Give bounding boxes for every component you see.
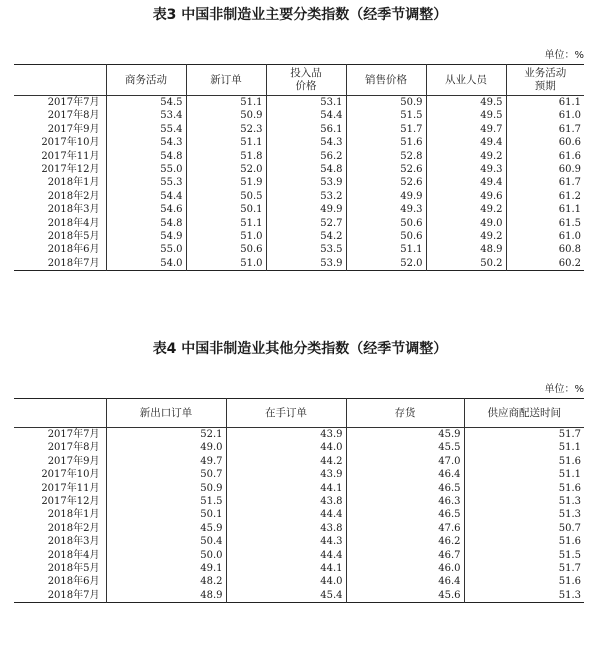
table-cell: 51.1 <box>464 468 584 481</box>
table-row <box>14 230 584 243</box>
table-cell: 54.5 <box>106 96 186 110</box>
table-row <box>14 468 584 481</box>
table-cell: 53.4 <box>106 109 186 122</box>
table4-body <box>14 428 584 603</box>
row-month-label: 2018年5月 <box>47 231 100 243</box>
row-month-label: 2017年10月 <box>41 137 100 149</box>
table-cell: 51.1 <box>186 96 266 110</box>
table-cell: 52.1 <box>106 428 226 442</box>
table-cell: 49.1 <box>106 562 226 575</box>
table-cell: 49.0 <box>106 441 226 454</box>
table-cell: 61.6 <box>506 150 584 163</box>
table-cell: 44.3 <box>226 535 346 548</box>
table-cell: 54.8 <box>106 150 186 163</box>
table-cell: 50.4 <box>106 535 226 548</box>
table-cell: 51.1 <box>346 243 426 256</box>
table-cell: 49.7 <box>426 123 506 136</box>
row-month-label: 2018年4月 <box>47 549 100 561</box>
table-cell: 55.3 <box>106 176 186 189</box>
table-row <box>14 150 584 163</box>
table-cell: 61.7 <box>506 176 584 189</box>
table-cell: 46.4 <box>346 575 464 588</box>
table-cell: 52.6 <box>346 163 426 176</box>
table4-col-header: 存货 <box>346 399 464 428</box>
table-cell: 51.7 <box>346 123 426 136</box>
table-row <box>14 535 584 548</box>
table-row <box>14 549 584 562</box>
table-cell: 46.3 <box>346 495 464 508</box>
row-month-label: 2017年9月 <box>47 455 100 467</box>
table-cell: 46.7 <box>346 549 464 562</box>
table-cell: 51.9 <box>186 176 266 189</box>
row-month-label: 2017年9月 <box>47 123 100 135</box>
table-row <box>14 123 584 136</box>
row-month-label: 2018年4月 <box>47 217 100 229</box>
table-row <box>14 508 584 521</box>
table-cell: 53.9 <box>266 257 346 271</box>
table-cell: 50.6 <box>186 243 266 256</box>
table4-col-header: 新出口订单 <box>106 399 226 428</box>
table-cell: 51.1 <box>464 441 584 454</box>
table-cell: 61.1 <box>506 203 584 216</box>
row-month-label: 2017年11月 <box>41 482 100 494</box>
table-cell: 43.8 <box>226 495 346 508</box>
table-cell: 43.9 <box>226 468 346 481</box>
table4-header <box>14 399 584 428</box>
table-cell: 50.9 <box>186 109 266 122</box>
table-cell: 49.9 <box>346 190 426 203</box>
table-cell: 49.2 <box>426 230 506 243</box>
table-cell: 50.6 <box>346 217 426 230</box>
table-cell: 60.2 <box>506 257 584 271</box>
table-cell: 54.4 <box>106 190 186 203</box>
table-cell: 54.3 <box>266 136 346 149</box>
table3-col-header: 商务活动 <box>106 65 186 96</box>
table-cell: 54.2 <box>266 230 346 243</box>
table-cell: 51.3 <box>464 589 584 603</box>
table-cell: 44.0 <box>226 441 346 454</box>
table3-col-header <box>14 65 106 96</box>
table-cell: 50.5 <box>186 190 266 203</box>
row-month-label: 2017年8月 <box>47 442 100 454</box>
table-cell: 47.6 <box>346 522 464 535</box>
table-cell: 48.2 <box>106 575 226 588</box>
table-cell: 61.1 <box>506 96 584 110</box>
table-cell: 54.0 <box>106 257 186 271</box>
table-cell: 51.6 <box>464 455 584 468</box>
table-cell: 46.5 <box>346 508 464 521</box>
table-cell: 54.9 <box>106 230 186 243</box>
table-cell: 44.0 <box>226 575 346 588</box>
table-cell: 51.3 <box>464 495 584 508</box>
table-cell: 51.0 <box>186 257 266 271</box>
table-cell: 45.6 <box>346 589 464 603</box>
table4-title: 表4 中国非制造业其他分类指数（经季节调整） <box>152 341 448 357</box>
table-cell: 46.4 <box>346 468 464 481</box>
table-cell: 44.4 <box>226 549 346 562</box>
row-month-label: 2018年2月 <box>47 522 100 534</box>
table-cell: 61.0 <box>506 230 584 243</box>
table-cell: 61.2 <box>506 190 584 203</box>
table-cell: 49.4 <box>426 136 506 149</box>
table-cell: 45.9 <box>346 428 464 442</box>
table-row <box>14 190 584 203</box>
table-row <box>14 257 584 271</box>
table-cell: 61.5 <box>506 217 584 230</box>
table-cell: 48.9 <box>426 243 506 256</box>
table4-col-header: 在手订单 <box>226 399 346 428</box>
table-cell: 46.0 <box>346 562 464 575</box>
table-cell: 51.7 <box>464 428 584 442</box>
table3-col-header: 业务活动 预期 <box>506 65 584 96</box>
table-cell: 61.0 <box>506 109 584 122</box>
table-cell: 53.9 <box>266 176 346 189</box>
table-row <box>14 243 584 256</box>
table-cell: 51.6 <box>464 482 584 495</box>
table-cell: 60.9 <box>506 163 584 176</box>
table-row <box>14 136 584 149</box>
table-cell: 51.6 <box>464 575 584 588</box>
table-cell: 55.4 <box>106 123 186 136</box>
table-row <box>14 163 584 176</box>
table-row <box>14 522 584 535</box>
row-month-label: 2017年7月 <box>47 97 100 108</box>
table-cell: 51.0 <box>186 230 266 243</box>
table-cell: 49.9 <box>266 203 346 216</box>
table-row <box>14 96 584 110</box>
table-cell: 54.6 <box>106 203 186 216</box>
table-cell: 50.7 <box>106 468 226 481</box>
table4-col-header <box>14 399 106 428</box>
table-cell: 45.9 <box>106 522 226 535</box>
row-month-label: 2018年7月 <box>47 589 100 601</box>
table-cell: 50.9 <box>106 482 226 495</box>
table-cell: 47.0 <box>346 455 464 468</box>
table-cell: 51.8 <box>186 150 266 163</box>
row-month-label: 2017年11月 <box>41 150 100 162</box>
table3-col-header: 从业人员 <box>426 65 506 96</box>
table-cell: 44.2 <box>226 455 346 468</box>
table-cell: 52.8 <box>346 150 426 163</box>
row-month-label: 2017年10月 <box>41 469 100 481</box>
table4-unit: 单位：% <box>544 384 584 395</box>
table-row <box>14 441 584 454</box>
table-cell: 51.3 <box>464 508 584 521</box>
table-row <box>14 495 584 508</box>
table-cell: 50.7 <box>464 522 584 535</box>
table-row <box>14 176 584 189</box>
table-cell: 54.3 <box>106 136 186 149</box>
table-cell: 45.5 <box>346 441 464 454</box>
table-cell: 51.5 <box>464 549 584 562</box>
table-cell: 49.0 <box>426 217 506 230</box>
table-row <box>14 217 584 230</box>
table-cell: 43.9 <box>226 428 346 442</box>
table-cell: 52.0 <box>346 257 426 271</box>
table-cell: 60.6 <box>506 136 584 149</box>
table-cell: 49.3 <box>346 203 426 216</box>
row-month-label: 2018年7月 <box>47 257 100 269</box>
table-cell: 43.8 <box>226 522 346 535</box>
table-cell: 51.6 <box>464 535 584 548</box>
row-month-label: 2018年1月 <box>47 177 100 189</box>
row-month-label: 2017年12月 <box>41 164 100 176</box>
row-month-label: 2017年8月 <box>47 110 100 122</box>
table-cell: 46.2 <box>346 535 464 548</box>
table3 <box>14 64 584 271</box>
table3-col-header: 新订单 <box>186 65 266 96</box>
table-cell: 49.4 <box>426 176 506 189</box>
table-cell: 50.0 <box>106 549 226 562</box>
table-cell: 49.2 <box>426 150 506 163</box>
table-cell: 53.1 <box>266 96 346 110</box>
table3-unit: 单位：% <box>544 50 584 61</box>
table-row <box>14 482 584 495</box>
table-cell: 50.2 <box>426 257 506 271</box>
table-cell: 60.8 <box>506 243 584 256</box>
table-cell: 46.5 <box>346 482 464 495</box>
table-row <box>14 455 584 468</box>
row-month-label: 2018年3月 <box>47 536 100 548</box>
table-cell: 50.1 <box>186 203 266 216</box>
table3-col-header: 销售价格 <box>346 65 426 96</box>
table-cell: 44.1 <box>226 482 346 495</box>
table-row <box>14 589 584 603</box>
table-cell: 49.6 <box>426 190 506 203</box>
table-cell: 52.6 <box>346 176 426 189</box>
table-cell: 52.3 <box>186 123 266 136</box>
table-cell: 49.2 <box>426 203 506 216</box>
table-cell: 56.2 <box>266 150 346 163</box>
table-cell: 51.5 <box>106 495 226 508</box>
table-cell: 49.3 <box>426 163 506 176</box>
table-row <box>14 428 584 442</box>
table-cell: 50.6 <box>346 230 426 243</box>
row-month-label: 2017年12月 <box>41 496 100 508</box>
table-cell: 61.7 <box>506 123 584 136</box>
table3-title: 表3 中国非制造业主要分类指数（经季节调整） <box>152 7 448 23</box>
row-month-label: 2018年6月 <box>47 576 100 588</box>
table-cell: 52.7 <box>266 217 346 230</box>
table4-col-header: 供应商配送时间 <box>464 399 584 428</box>
table-cell: 49.5 <box>426 109 506 122</box>
table4 <box>14 398 584 603</box>
row-month-label: 2018年5月 <box>47 563 100 575</box>
row-month-label: 2018年3月 <box>47 204 100 216</box>
row-month-label: 2018年1月 <box>47 509 100 521</box>
row-month-label: 2018年2月 <box>47 190 100 202</box>
table-cell: 55.0 <box>106 243 186 256</box>
table-cell: 51.1 <box>186 217 266 230</box>
row-month-label: 2018年6月 <box>47 244 100 256</box>
table-cell: 50.1 <box>106 508 226 521</box>
table-cell: 49.5 <box>426 96 506 110</box>
table-cell: 49.7 <box>106 455 226 468</box>
table-cell: 54.8 <box>106 217 186 230</box>
table-cell: 50.9 <box>346 96 426 110</box>
table-cell: 44.4 <box>226 508 346 521</box>
table-cell: 55.0 <box>106 163 186 176</box>
row-month-label: 2017年7月 <box>47 429 100 440</box>
table-cell: 44.1 <box>226 562 346 575</box>
table-cell: 54.8 <box>266 163 346 176</box>
table3-body <box>14 96 584 271</box>
table-cell: 53.2 <box>266 190 346 203</box>
table3-header <box>14 65 584 96</box>
table-cell: 53.5 <box>266 243 346 256</box>
table-cell: 48.9 <box>106 589 226 603</box>
table-cell: 51.1 <box>186 136 266 149</box>
table-cell: 45.4 <box>226 589 346 603</box>
table-cell: 52.0 <box>186 163 266 176</box>
table3-col-header: 投入品 价格 <box>266 65 346 96</box>
table-cell: 56.1 <box>266 123 346 136</box>
table-cell: 51.5 <box>346 109 426 122</box>
table-cell: 51.6 <box>346 136 426 149</box>
table-row <box>14 562 584 575</box>
table-cell: 51.7 <box>464 562 584 575</box>
table-row <box>14 575 584 588</box>
table-cell: 54.4 <box>266 109 346 122</box>
table-row <box>14 203 584 216</box>
table-row <box>14 109 584 122</box>
